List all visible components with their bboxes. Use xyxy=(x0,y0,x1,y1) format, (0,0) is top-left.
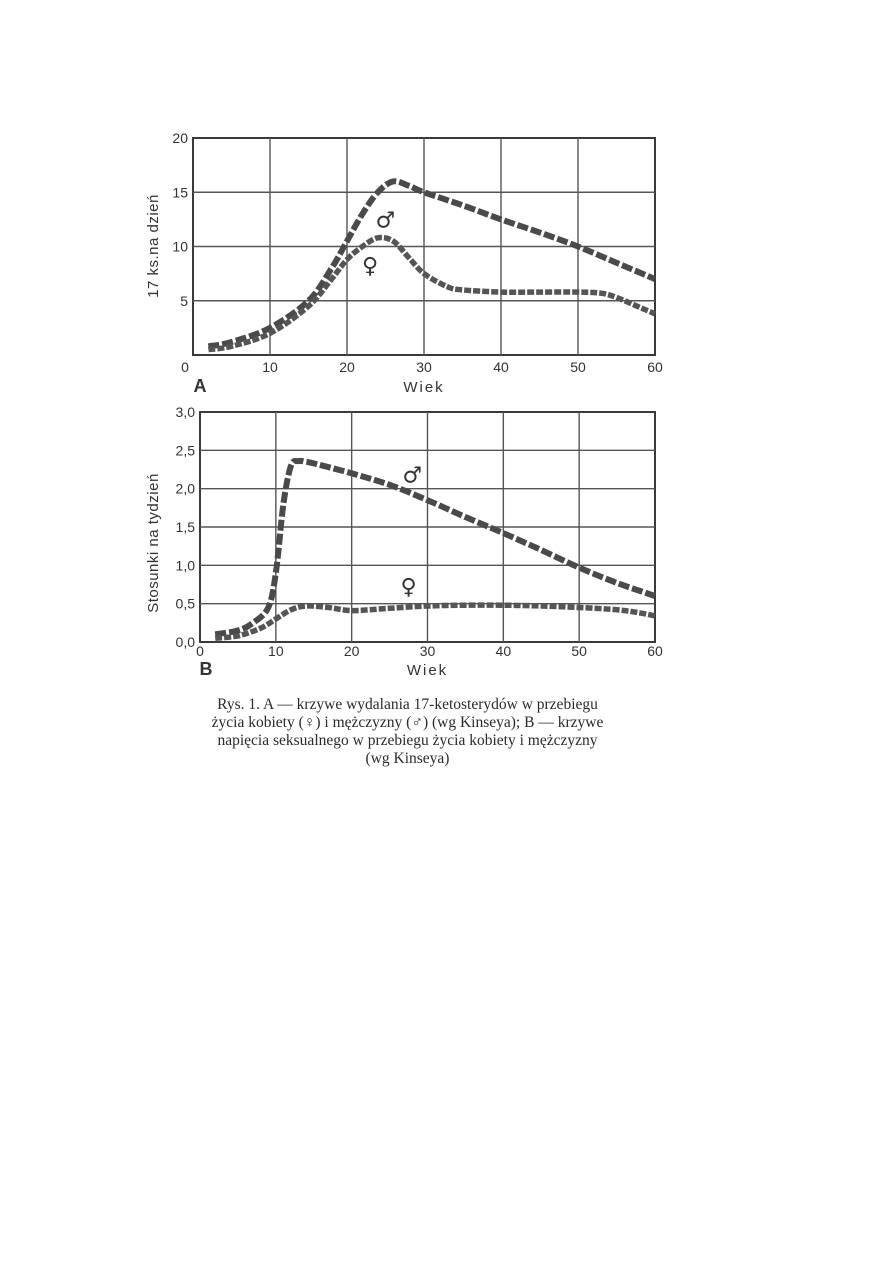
y-axis-title: 17 ks.na dzień xyxy=(145,194,162,298)
series-label-female: ♀ xyxy=(400,574,417,600)
panel-label: B xyxy=(199,659,213,679)
x-tick-label: 0 xyxy=(196,643,204,659)
y-tick-label: 2,0 xyxy=(175,480,195,497)
y-tick-label: 1,0 xyxy=(175,557,195,574)
series-line-female xyxy=(215,605,655,638)
y-tick-label: 2,5 xyxy=(175,442,195,459)
y-tick-label: 0,5 xyxy=(175,595,195,612)
y-tick-label: 1,5 xyxy=(175,519,195,535)
chart-a xyxy=(145,130,663,396)
series-line-male xyxy=(208,181,655,346)
x-axis-title: Wiek xyxy=(403,379,445,396)
x-tick-label: 60 xyxy=(647,643,663,659)
caption-line-2: życia kobiety (♀) i mężczyzny (♂) (wg Kinseya); B — krzywe xyxy=(211,714,604,731)
y-tick-label: 5 xyxy=(180,292,188,309)
x-tick-label: 40 xyxy=(493,359,509,375)
x-tick-label: 0 xyxy=(181,359,189,375)
y-tick-label: 20 xyxy=(172,130,188,146)
x-tick-label: 50 xyxy=(571,643,587,659)
y-tick-label: 15 xyxy=(172,184,188,201)
figure-caption xyxy=(140,696,675,768)
x-tick-label: 30 xyxy=(419,643,436,659)
caption-line-4: (wg Kinseya) xyxy=(365,750,450,767)
series-label-male: ♂ xyxy=(402,463,423,489)
panel-label: A xyxy=(193,376,207,396)
y-tick-label: 10 xyxy=(172,238,188,255)
series-label-male: ♂ xyxy=(375,208,396,234)
x-axis-title: Wiek xyxy=(406,662,449,679)
x-tick-label: 20 xyxy=(343,643,360,659)
y-tick-label: 3,0 xyxy=(175,404,195,420)
x-tick-label: 60 xyxy=(647,359,663,375)
chart-b xyxy=(145,404,663,679)
series-line-female xyxy=(208,237,655,349)
x-tick-label: 40 xyxy=(495,643,512,659)
y-tick-label: 0,0 xyxy=(175,634,195,650)
x-tick-label: 10 xyxy=(262,359,278,375)
x-tick-label: 10 xyxy=(268,643,284,659)
y-axis-title: Stosunki na tydzień xyxy=(145,473,162,613)
series-label-female: ♀ xyxy=(362,254,379,280)
x-tick-label: 50 xyxy=(570,359,586,375)
x-tick-label: 20 xyxy=(339,359,355,375)
x-tick-label: 30 xyxy=(416,359,432,375)
caption-line-3: napięcia seksualnego w przebiegu życia kobiety i mężczyzny xyxy=(217,732,598,749)
caption-line-1: Rys. 1. A — krzywe wydalania 17-ketosterydów w przebiegu xyxy=(217,696,598,713)
